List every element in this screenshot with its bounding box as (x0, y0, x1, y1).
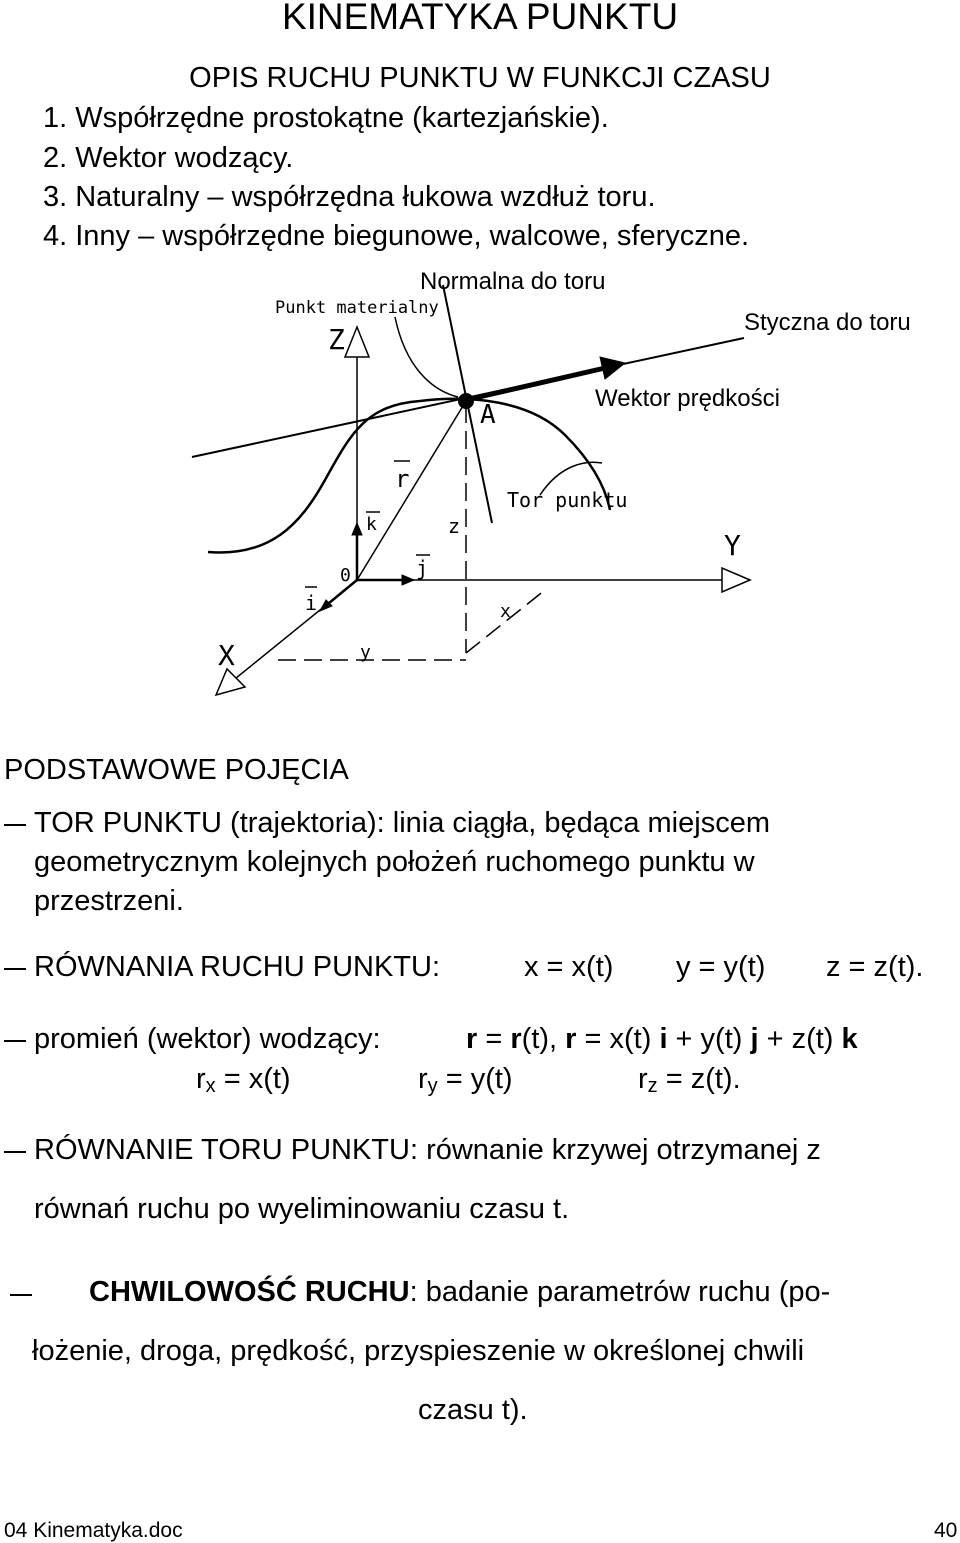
rx-formula: $r_x = x(t)$ (196, 1063, 291, 1097)
path-equation-line2: równań ruchu po wyeliminowaniu czasu t. (34, 1193, 570, 1225)
instantaneity-line2: łożenie, droga, prędkość, przyspieszenie w określonej chwili (32, 1335, 805, 1367)
bullet-dash (4, 824, 26, 826)
tor-definition-line3: przestrzeni. (34, 885, 184, 917)
instantaneity-line3: czasu t). (418, 1394, 528, 1426)
equation-y: y = y(t) (676, 951, 766, 983)
z-coord-label: z (448, 514, 461, 538)
bullet-dash (4, 1040, 26, 1042)
list-item: 1. Współrzędne prostokątne (kartezjańskie). (43, 102, 609, 134)
bullet-dash (10, 1294, 32, 1296)
list-item: 4. Inny – współrzędne biegunowe, walcowe, sferyczne. (43, 220, 750, 252)
x-arrowhead (216, 669, 245, 695)
origin-label: 0 (340, 565, 351, 586)
footer-page-number: 40 (934, 1519, 958, 1542)
r-vector-label: r (395, 465, 410, 493)
point-a-dot (458, 393, 474, 409)
x-axis-label: X (218, 639, 235, 672)
bullet-dash (4, 1151, 26, 1153)
velocity-vector (466, 368, 605, 400)
normal-label: Normalna do toru (420, 268, 606, 295)
radius-vector-formula: r = r(t), r = x(t) i + y(t) j + z(t) k (466, 1023, 858, 1055)
equation-x: x = x(t) (524, 951, 614, 983)
section-heading: PODSTAWOWE POJĘCIA (4, 754, 349, 786)
velocity-arrowhead (600, 357, 625, 379)
radius-vector-label: promień (wektor) wodzący: (34, 1023, 381, 1055)
section-subtitle: OPIS RUCHU PUNKTU W FUNKCJI CZASU (189, 62, 771, 94)
ry-formula: $r_y = y(t)$ (418, 1063, 513, 1097)
point-a-label: A (480, 400, 496, 430)
equation-z: z = z(t). (826, 951, 924, 983)
document-title: KINEMATYKA PUNKTU (281, 0, 679, 37)
velocity-label: Wektor prędkości (595, 385, 780, 412)
tor-definition-line1: TOR PUNKTU (trajektoria): linia ciągła, będąca miejscem (34, 807, 770, 839)
kinematics-diagram (0, 255, 960, 715)
y-axis-label: Y (724, 529, 741, 562)
k-vector-label: k (366, 514, 377, 535)
i-vector-label: i (305, 591, 318, 615)
j-vector-label: j (416, 556, 429, 580)
footer-filename: 04 Kinematyka.doc (4, 1519, 183, 1542)
equations-label: RÓWNANIA RUCHU PUNKTU: (34, 951, 441, 983)
list-item: 3. Naturalny – współrzędna łukowa wzdłuż toru. (43, 181, 656, 213)
list-item: 2. Wektor wodzący. (43, 142, 294, 174)
rz-formula: $r_z = z(t)$. (638, 1063, 741, 1097)
material-point-label: Punkt materialny (275, 298, 439, 318)
tangent-label: Styczna do toru (744, 309, 911, 336)
z-axis-label: Z (328, 323, 345, 356)
y-coord-label: y (360, 642, 371, 663)
tor-definition-line2: geometrycznym kolejnych położeń ruchomego punktu w (34, 846, 755, 878)
z-arrowhead (345, 327, 369, 357)
material-point-pointer (395, 317, 458, 397)
position-vector (357, 401, 466, 580)
instantaneity-line1: CHWILOWOŚĆ RUCHU: badanie parametrów ruchu (po- (89, 1276, 831, 1308)
y-arrowhead (722, 568, 750, 592)
x-coord-label: x (500, 601, 511, 622)
path-label: Tor punktu (507, 488, 628, 512)
bullet-dash (4, 968, 26, 970)
path-equation-line1: RÓWNANIE TORU PUNKTU: równanie krzywej otrzymanej z (34, 1134, 821, 1166)
